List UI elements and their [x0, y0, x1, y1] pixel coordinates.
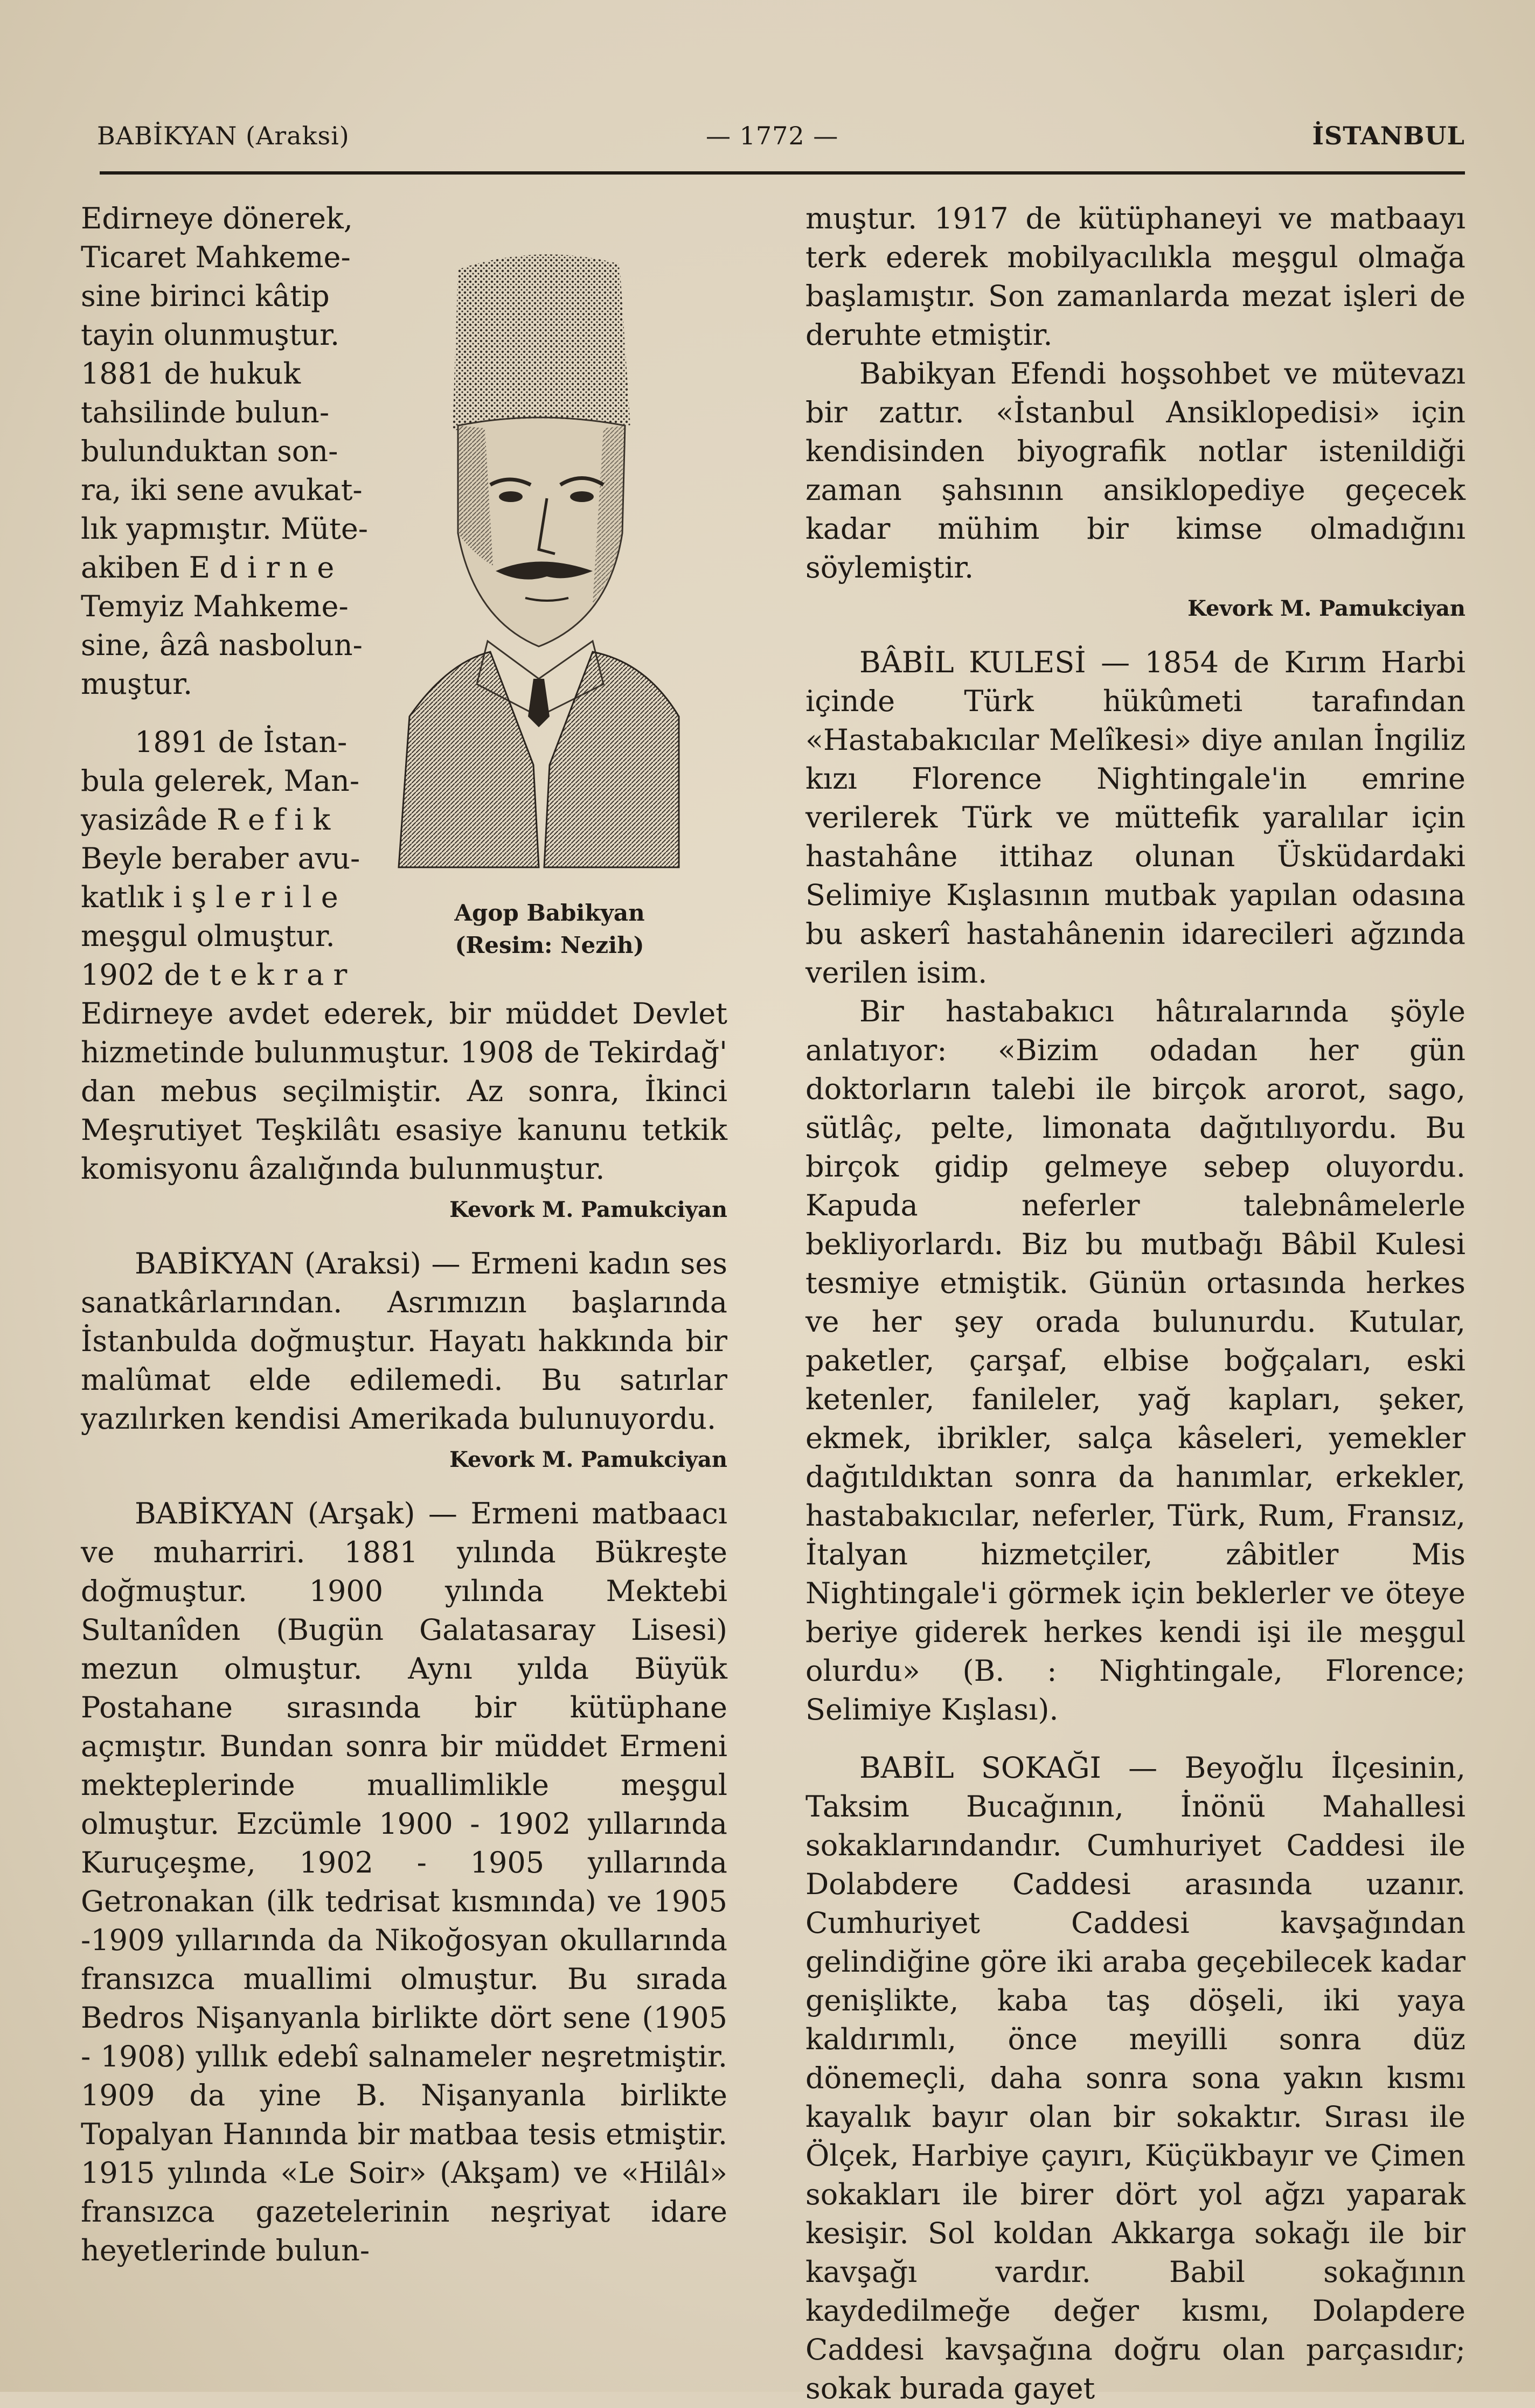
- author-signature: Kevork M. Pamukciyan: [1187, 596, 1465, 621]
- entry-babikyan-araksi: BABİKYAN (Araksi) — Ermeni kadın ses sanatkârlarından. Asrımızın başlarında İstanbulda doğmuştur. Hayatı hakkında bir malûmat elde edilemedi. Bu satırlar yazılırken kendisi Amerikada bulunuyordu.: [81, 1247, 727, 1436]
- entry-babil-sokagi: BABİL SOKAĞI — Beyoğlu İlçesinin, Taksim Bucağının, İnönü Mahallesi sokaklarındandır. Cumhuriyet Caddesi ile Dolabdere Caddesi arasında uzanır. Cumhuriyet Caddesi kavşağından gelindiğine göre iki araba geçebilecek kadar genişlikte, kaba taş döşeli, iki yaya kaldırımlı, önce meyilli sonra düz dönemeçli, daha sonra sona yakın kısmı kayalık bayır olan bir sokaktır. Sırası ile Ölçek, Harbiye çayırı, Küçükbayır ve Çimen sokakları ile birer dört yol ağzı yaparak kesişir. Sol koldan Akkarga sokağı ile bir kavşağı vardır. Babil sokağının kaydedilmeğe değer kısmı, Dolapdere Caddesi kavşağına doğru olan parçasıdır; sokak burada gayet: [805, 1751, 1465, 2405]
- text-line: 1902 de t e k r a r: [81, 958, 348, 992]
- text-line: meşgul olmuştur.: [81, 919, 335, 953]
- paragraph-devlet-hizmeti: Edirneye avdet ederek, bir müddet Devlet hizmetinde bulunmuştur. 1908 de Tekirdağ' dan mebus seçilmiştir. Az sonra, İkinci Meşrutiyet Teşkilâtı esasiye kanunu tetkik komisyonu âzalığında bulunmuştur.: [81, 997, 727, 1186]
- text-line: 1881 de hukuk: [81, 357, 301, 391]
- text-line: Beyle beraber avu-: [81, 841, 360, 875]
- caption-credit: (Resim: Nezih): [455, 932, 644, 958]
- text-line: katlık i ş l e r i l e: [81, 880, 338, 914]
- text-line: 1891 de İstan-: [135, 725, 348, 759]
- text-line: muştur.: [81, 667, 193, 701]
- entry-babikyan-arsak: BABİKYAN (Arşak) — Ermeni matbaacı ve muharriri. 1881 yılında Bükreşte doğmuştur. 1900 yılında Mektebi Sultanîden (Bugün Galatasaray Lisesi) mezun olmuştur. Aynı yılda Büyük Postahane sırasında bir kütüphane açmıştır. Bundan sonra bir müddet Ermeni mekteplerinde muallimlikle meşgul olmuştur. Ezcümle 1900 - 1902 yıllarında Kuruçeşme, 1902 - 1905 yıllarında Getronakan (ilk tedrisat kısmında) ve 1905 -1909 yıllarında da Nikoğosyan okullarında fransızca muallimi olmuştur. Bu sırada Bedros Nişanyanla birlikte dört sene (1905 - 1908) yıllık edebî salnameler neşretmiştir. 1909 da yine B. Nişanyanla birlikte Topalyan Hanında bir matbaa tesis etmiştir. 1915 yılında «Le Soir» (Akşam) ve «Hilâl» fransızca gazetelerinin neşriyat idare heyetlerinde bulun-: [81, 1497, 727, 2267]
- text-line: yasizâde R e f i k: [81, 803, 331, 837]
- author-signature: Kevork M. Pamukciyan: [449, 1447, 727, 1472]
- header-rule: [100, 171, 1465, 175]
- text-line: Ticaret Mahkeme-: [81, 240, 351, 274]
- text-line: Temyiz Mahkeme-: [81, 589, 349, 623]
- right-column: [805, 199, 1465, 2408]
- text-line: tayin olunmuştur.: [81, 318, 340, 352]
- caption-name: Agop Babikyan: [454, 900, 645, 926]
- paragraph-hastabakici: Bir hastabakıcı hâtıralarında şöyle anlatıyor: «Bizim odadan her gün doktorların talebi ile birçok arorot, sago, sütlâç, pelte, limonata dağıtılıyordu. Bu birçok gidip gelmeye sebep oluyordu. Kapuda neferler talebnâmelerle bekliyorlardı. Biz bu mutbağı Bâbil Kulesi tesmiye etmiştik. Günün ortasında herkes ve her şey orada bulunurdu. Kutular, paketler, çarşaf, elbise boğçaları, eski ketenler, fanileler, yağ kapları, şeker, ekmek, ibrikler, salça kâseleri, yemekler dağıtıldıktan sonra da hanımlar, erkekler, hastabakıcılar, neferler, Türk, Rum, Fransız, İtalyan hizmetçiler, zâbitler Mis Nightingale'i görmek için beklerler ve öteye beriye giderek herkes kendi işi ile meşgul olurdu» (B. : Nightingale, Florence; Selimiye Kışlası).: [805, 994, 1465, 1727]
- wrapped-paragraph-2: [81, 723, 372, 994]
- left-column: [81, 199, 727, 2270]
- text-line: Edirneye dönerek,: [81, 201, 353, 235]
- entry-babil-kulesi: BÂBİL KULESİ — 1854 de Kırım Harbi içinde Türk hükûmeti tarafından «Hastabakıcılar Melîkesi» diye anılan İngiliz kızı Florence Nightingale'in emrine verilerek Türk ve müttefik yaralılar için hastahâne ittihaz olunan Üsküdardaki Selimiye Kışlasının mutbak yapılan odasına bu askerî hastahânenin idarecileri ağzında verilen isim.: [805, 645, 1465, 990]
- header-entry-title: BABİKYAN (Araksi): [97, 121, 350, 150]
- author-signature: Kevork M. Pamukciyan: [449, 1197, 727, 1222]
- paragraph-biography-note: Babikyan Efendi hoşsohbet ve mütevazı bir zattır. «İstanbul Ansiklopedisi» için kendisinden biyografik notlar istenildiği zaman şahsının ansiklopediye geçecek kadar mühim bir kimse olmadığını söylemiştir.: [805, 357, 1465, 584]
- text-line: sine, âzâ nasbolun-: [81, 628, 363, 662]
- text-line: lık yapmıştır. Müte-: [81, 512, 369, 546]
- text-line: sine birinci kâtip: [81, 279, 330, 313]
- text-line: bulunduktan son-: [81, 434, 338, 468]
- header-volume-title: İSTANBUL: [1312, 121, 1465, 150]
- page-number: — 1772 —: [706, 121, 839, 150]
- text-line: akiben E d i r n e: [81, 551, 335, 584]
- page-header: [97, 116, 1465, 164]
- text-line: ra, iki sene avukat-: [81, 473, 363, 507]
- text-line: bula gelerek, Man-: [81, 764, 360, 798]
- paragraph-continuation: muştur. 1917 de kütüphaneyi ve matbaayı terk ederek mobilyacılıkla meşgul olmağa başlamıştır. Son zamanlarda mezat işleri de deruhte etmiştir.: [805, 201, 1465, 352]
- wrapped-paragraph-1: [81, 199, 372, 704]
- text-line: tahsilinde bulun-: [81, 395, 330, 429]
